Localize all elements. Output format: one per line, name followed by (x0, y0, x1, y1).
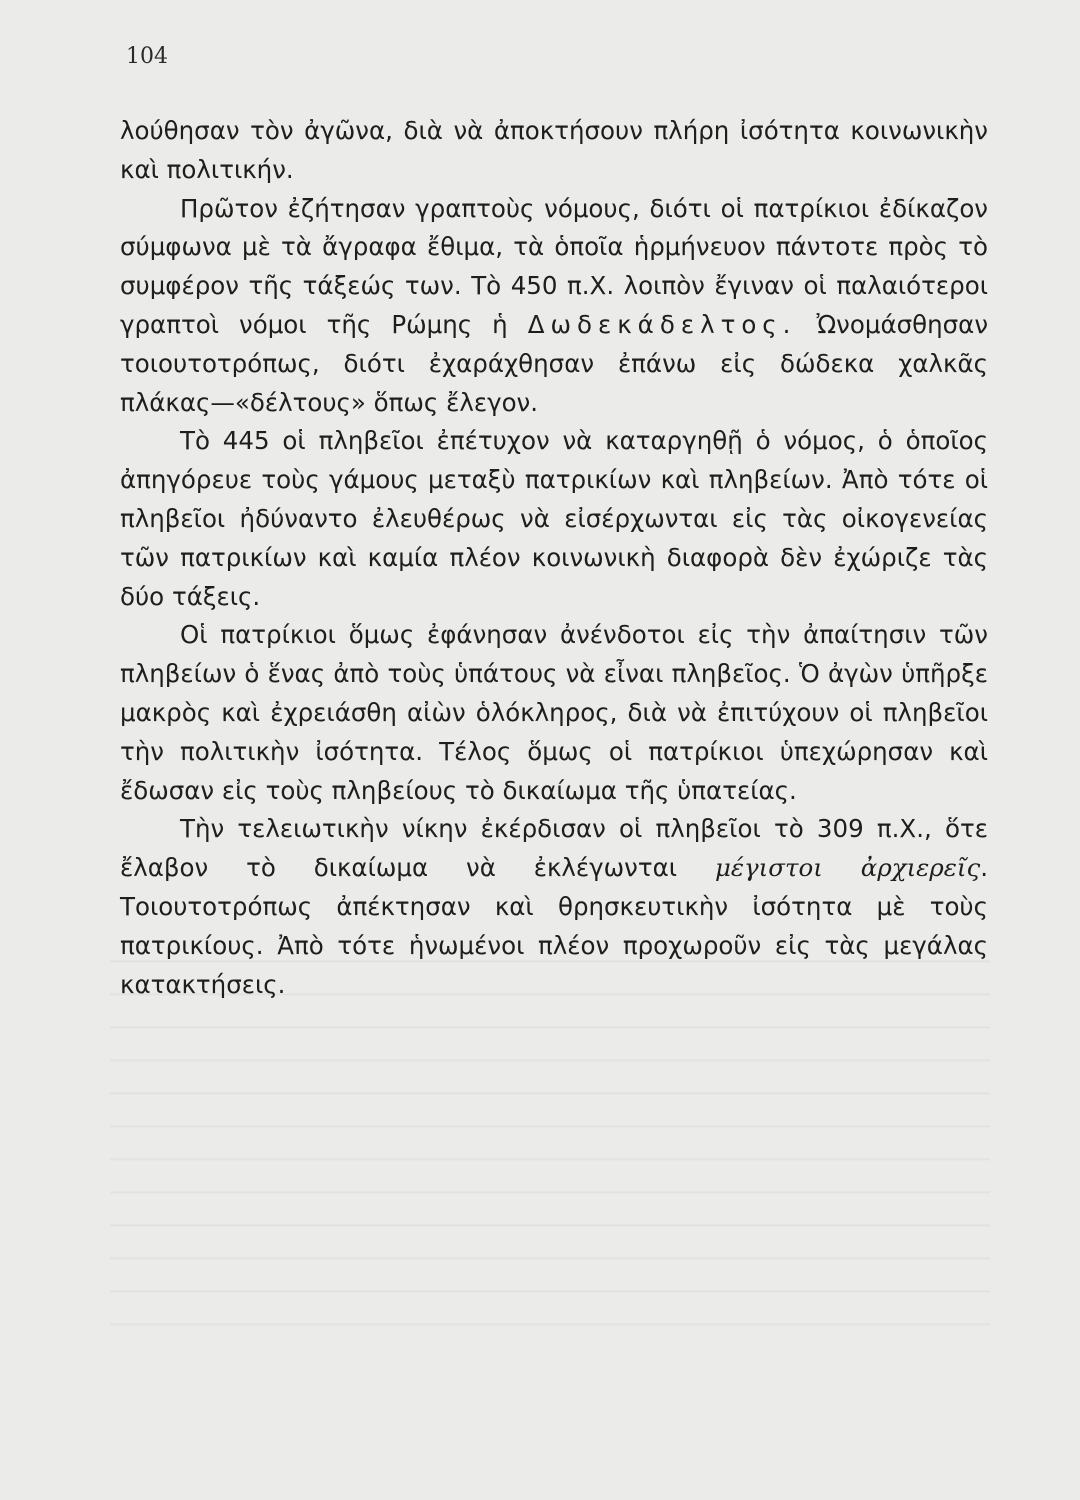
paragraph-3: Τὸ 445 οἱ πληβεῖοι ἐπέτυχον νὰ καταργηθῇ ὁ νόμος, ὁ ὁποῖος ἀπηγόρευε τοὺς γάμους μεταξὺ πατρικίων καὶ πληβείων. Ἀπὸ τότε οἱ πληβεῖοι ἠδύναντο ἐλευθέρως νὰ εἰσέρχωνται εἰς τὰς οἰκογενείας τῶν πατρικίων καὶ καμία πλέον κοινωνικὴ διαφορὰ δὲν ἐχώριζε τὰς δύο τάξεις. (120, 426, 988, 611)
paragraph-1: λούθησαν τὸν ἀγῶνα, διὰ νὰ ἀποκτήσουν πλήρη ἰσότητα κοινωνικὴν καὶ πολιτικήν. (120, 116, 988, 184)
paragraph-2 (120, 190, 988, 423)
paragraph-5-text-a: Τὴν τελειωτικὴν νίκην ἐκέρδισαν οἱ πληβεῖοι τὸ 309 π.Χ., ὅτε ἔλαβον τὸ δικαίωμα νὰ ἐκλέγωνται (120, 814, 988, 883)
paragraph-4: Οἱ πατρίκιοι ὅμως ἐφάνησαν ἀνένδοτοι εἰς τὴν ἀπαίτησιν τῶν πληβείων ὁ ἕνας ἀπὸ τοὺς ὑπάτους νὰ εἶναι πληβεῖος. Ὁ ἀγὼν ὑπῆρξε μακρὸς καὶ ἐχρειάσθη αἰὼν ὁλόκληρος, διὰ νὰ ἐπιτύχουν οἱ πληβεῖοι τὴν πολιτικὴν ἰσότητα. Τέλος ὅμως οἱ πατρίκιοι ὑπεχώρησαν καὶ ἔδωσαν εἰς τοὺς πληβείους τὸ δικαίωμα τῆς ὑπατείας. (120, 620, 988, 805)
paragraph-5-text-b: . Τοιουτοτρόπως ἀπέκτησαν καὶ θρησκευτικὴν ἰσότητα μὲ τοὺς πατρικίους. Ἀπὸ τότε ἡνωμένοι πλέον προχωροῦν εἰς τὰς μεγάλας κατακτήσεις. (120, 853, 988, 999)
twelve-tables-term: Δωδεκάδελτος. (527, 309, 797, 339)
high-priests-term: μέγιστοι ἀρχιερεῖς (714, 853, 981, 883)
body-text (120, 112, 988, 1004)
page-number: 104 (126, 44, 168, 69)
paragraph-5 (120, 810, 988, 1004)
paragraph-2-text-a: Πρῶτον ἐζήτησαν γραπτοὺς νόμους, διότι οἱ πατρίκιοι ἐδίκαζον σύμφωνα μὲ τὰ ἄγραφα ἔθιμα, τὰ ὁποῖα ἡρμήνευον πάντοτε πρὸς τὸ συμφέρον τῆς τάξεώς των. Τὸ 450 π.Χ. λοιπὸν ἔγιναν οἱ παλαιότεροι γραπτοὶ νόμοι τῆς Ρώμης ἡ (120, 193, 988, 339)
paragraph-2-text-b: Ὠνομάσθησαν τοιουτοτρόπως, διότι ἐχαράχθησαν ἐπάνω εἰς δώδεκα χαλκᾶς πλάκας—«δέλτους» ὅπως ἔλεγον. (120, 309, 989, 417)
